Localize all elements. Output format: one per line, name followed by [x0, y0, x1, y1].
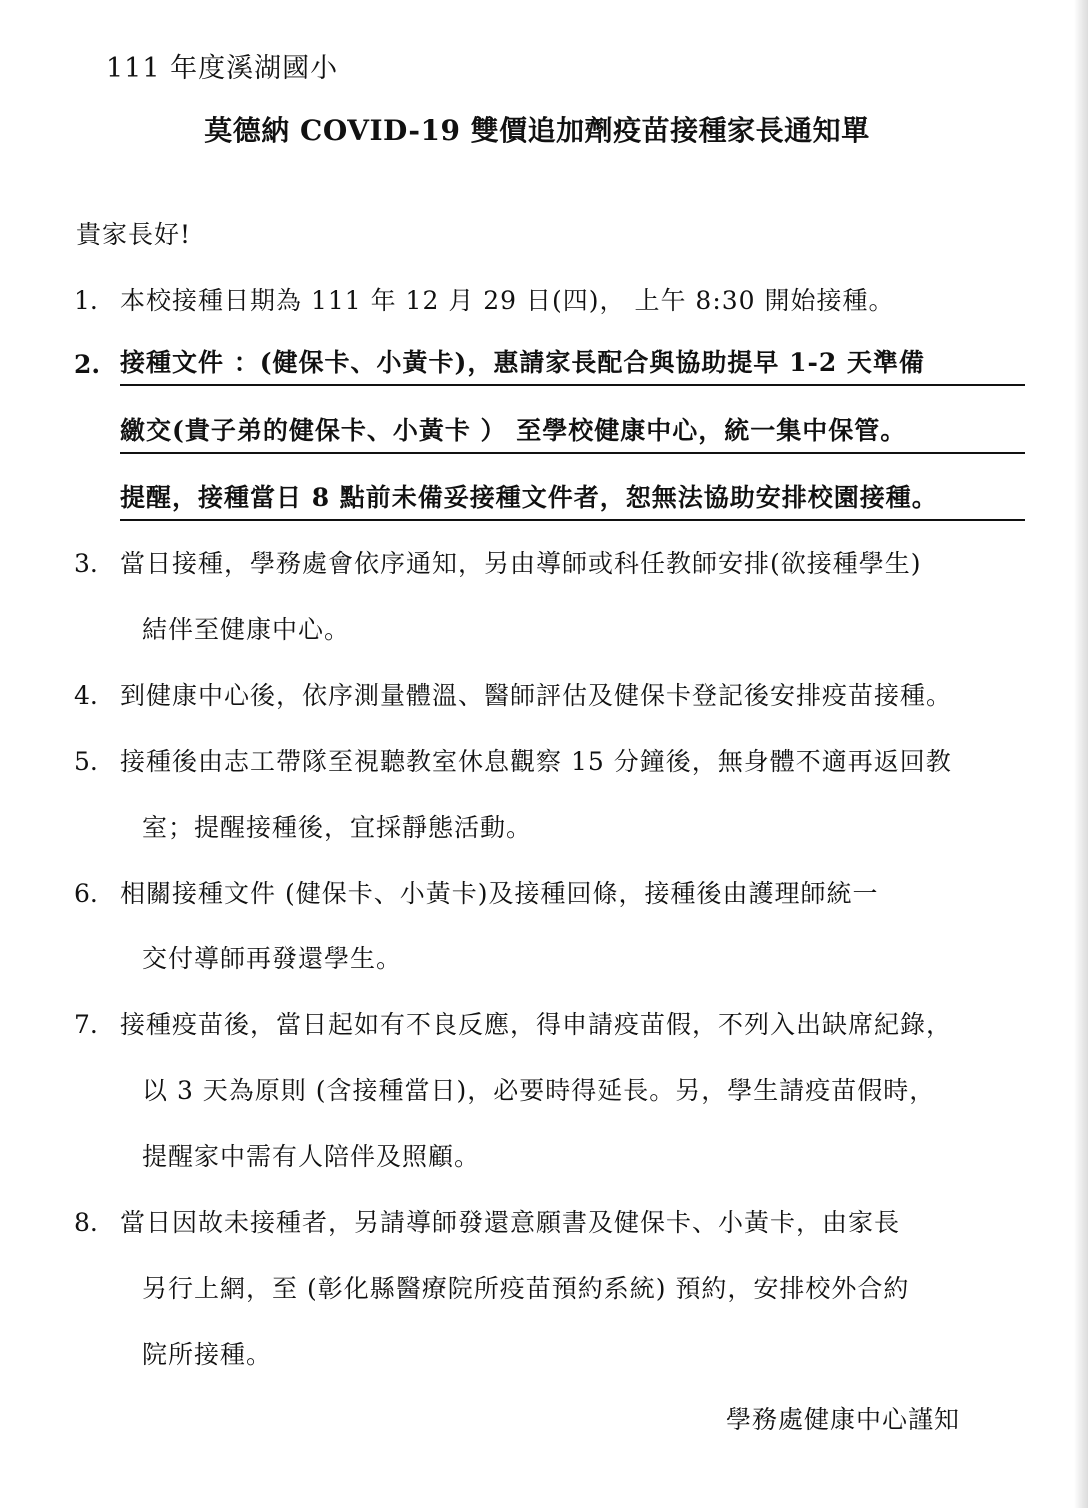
item-3-line-2: 結伴至健康中心。: [142, 615, 351, 644]
signature: 學務處健康中心謹知: [726, 1405, 961, 1434]
school-year-heading: 111 年度溪湖國小: [106, 53, 339, 84]
item-8-number: 8.: [74, 1208, 98, 1237]
item-7-line-1: 接種疫苗後，當日起如有不良反應，得申請疫苗假，不列入出缺席紀錄，: [120, 1010, 953, 1039]
notice-title: 莫德納 COVID-19 雙價追加劑疫苗接種家長通知單: [204, 114, 870, 147]
item-2-line-3: 提醒，接種當日 8 點前未備妥接種文件者，恕無法協助安排校園接種。: [120, 481, 1025, 521]
item-4-line-1: 到健康中心後，依序測量體溫、醫師評估及健保卡登記後安排疫苗接種。: [120, 681, 953, 710]
page-edge-shadow: [1074, 0, 1088, 1508]
item-8-line-2: 另行上網，至 (彰化縣醫療院所疫苗預約系統) 預約，安排校外合約: [142, 1274, 910, 1303]
item-1-number: 1.: [74, 286, 98, 315]
item-2-line-2: 繳交(貴子弟的健保卡、小黃卡 ） 至學校健康中心，統一集中保管。: [120, 414, 1025, 454]
item-8-line-3: 院所接種。: [142, 1340, 273, 1369]
item-5-line-1: 接種後由志工帶隊至視聽教室休息觀察 15 分鐘後，無身體不適再返回教: [120, 747, 952, 776]
item-2-number: 2.: [74, 350, 101, 379]
item-7-number: 7.: [74, 1010, 98, 1039]
item-3-number: 3.: [74, 549, 98, 578]
greeting: 貴家長好!: [76, 220, 192, 249]
item-7-line-2: 以 3 天為原則 (含接種當日)，必要時得延長。另，學生請疫苗假時，: [142, 1076, 936, 1105]
item-6-number: 6.: [74, 879, 98, 908]
item-6-line-2: 交付導師再發還學生。: [142, 944, 403, 973]
item-7-line-3: 提醒家中需有人陪伴及照顧。: [142, 1142, 481, 1171]
item-1-line-1: 本校接種日期為 111 年 12 月 29 日(四)， 上午 8:30 開始接種。: [120, 286, 895, 315]
item-5-line-2: 室；提醒接種後，宜採靜態活動。: [142, 813, 533, 842]
item-5-number: 5.: [74, 747, 98, 776]
item-8-line-1: 當日因故未接種者，另請導師發還意願書及健保卡、小黃卡，由家長: [120, 1208, 901, 1237]
item-2-line-1: 接種文件 ：(健保卡、小黃卡)，惠請家長配合與協助提早 1-2 天準備: [120, 346, 1025, 386]
item-4-number: 4.: [74, 681, 98, 710]
item-3-line-1: 當日接種，學務處會依序通知，另由導師或科任教師安排(欲接種學生): [120, 549, 922, 578]
item-6-line-1: 相關接種文件 (健保卡、小黃卡)及接種回條，接種後由護理師統一: [120, 879, 879, 908]
